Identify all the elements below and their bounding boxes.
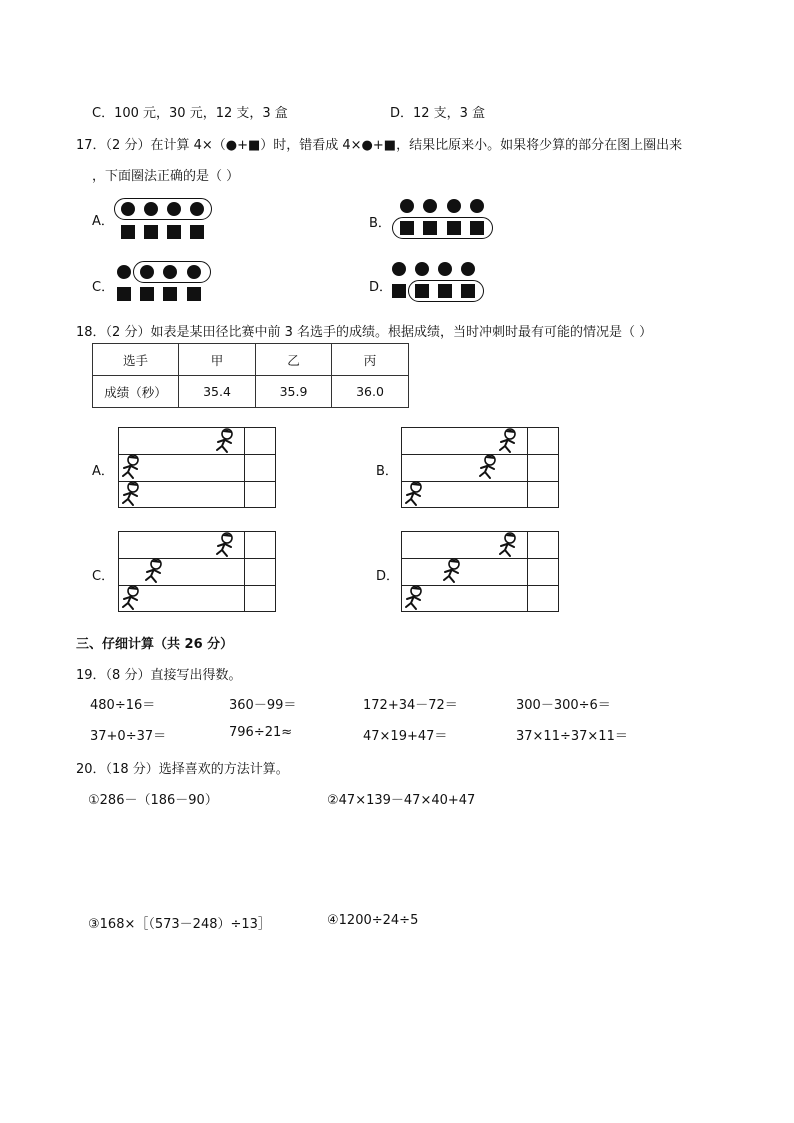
table-cell: 甲 xyxy=(179,344,256,376)
square-shape xyxy=(117,287,131,301)
q18-option-c-track xyxy=(118,531,276,612)
q20-item: ③168×［（573－248）÷13］ xyxy=(88,917,271,932)
q18-option-a-track xyxy=(118,427,276,508)
circle-shape xyxy=(461,262,475,276)
q20-item: ②47×139－47×40+47 xyxy=(327,793,476,808)
runner-icon xyxy=(119,481,143,507)
finish-line xyxy=(527,428,528,507)
square-shape xyxy=(400,221,414,235)
square-shape xyxy=(144,225,158,239)
runner-icon xyxy=(496,532,520,558)
q19-item: 796÷21≈ xyxy=(229,725,293,740)
q20-item: ①286－（186－90） xyxy=(88,793,218,808)
table-cell: 成绩（秒） xyxy=(93,376,179,408)
q18-option-b-track xyxy=(401,427,559,508)
square-shape xyxy=(461,284,475,298)
circle-shape xyxy=(117,265,131,279)
table-cell: 35.4 xyxy=(179,376,256,408)
runner-icon xyxy=(213,532,237,558)
circle-shape xyxy=(392,262,406,276)
runner-icon xyxy=(496,428,520,454)
square-shape xyxy=(392,284,406,298)
square-shape xyxy=(140,287,154,301)
q17-question-line2: ，下面圈法正确的是（ ） xyxy=(92,169,240,184)
results-table xyxy=(92,343,409,408)
q18-option-d-label: D． xyxy=(376,569,400,584)
square-shape xyxy=(438,284,452,298)
finish-line xyxy=(244,428,245,507)
table-cell: 36.0 xyxy=(332,376,409,408)
runner-icon xyxy=(142,558,166,584)
runner-icon xyxy=(402,481,426,507)
q18-question: 18．（2 分）如表是某田径比赛中前 3 名选手的成绩。根据成绩，当时冲刺时最有可能的情况是（ ） xyxy=(76,325,653,340)
circle-shape xyxy=(400,199,414,213)
runner-icon xyxy=(402,585,426,611)
q19-item: 360－99＝ xyxy=(229,698,297,713)
square-shape xyxy=(190,225,204,239)
q17-option-b-label: B． xyxy=(369,216,391,231)
table-cell: 丙 xyxy=(332,344,409,376)
circle-shape xyxy=(415,262,429,276)
circle-shape xyxy=(187,265,201,279)
q18-option-c-label: C． xyxy=(92,569,115,584)
circle-shape xyxy=(144,202,158,216)
finish-line xyxy=(527,532,528,611)
lane-divider xyxy=(402,558,558,559)
square-shape xyxy=(121,225,135,239)
q17-option-d-label: D． xyxy=(369,280,393,295)
circle-shape xyxy=(447,199,461,213)
circle-shape xyxy=(140,265,154,279)
q17-option-c-label: C． xyxy=(92,280,115,295)
q19-item: 480÷16＝ xyxy=(90,698,156,713)
q18-option-a-label: A． xyxy=(92,464,114,479)
runner-icon xyxy=(213,428,237,454)
q19-item: 37×11÷37×11＝ xyxy=(516,729,628,744)
table-cell: 选手 xyxy=(93,344,179,376)
section-title: 三、仔细计算（共 26 分） xyxy=(76,637,234,652)
circle-shape xyxy=(190,202,204,216)
square-shape xyxy=(163,287,177,301)
table-header-row xyxy=(93,344,409,376)
finish-line xyxy=(244,532,245,611)
q19-item: 37+0÷37＝ xyxy=(90,729,167,744)
table-cell: 乙 xyxy=(256,344,332,376)
q18-option-b-label: B． xyxy=(376,464,398,479)
circle-shape xyxy=(438,262,452,276)
q19-item: 47×19+47＝ xyxy=(363,729,448,744)
q19-item: 300－300÷6＝ xyxy=(516,698,611,713)
runner-icon xyxy=(476,454,500,480)
circle-shape xyxy=(423,199,437,213)
circle-shape xyxy=(121,202,135,216)
q20-question: 20．（18 分）选择喜欢的方法计算。 xyxy=(76,762,289,777)
table-cell: 35.9 xyxy=(256,376,332,408)
q16-option-c: C．100 元，30 元，12 支，3 盒 xyxy=(92,106,288,121)
q19-question: 19．（8 分）直接写出得数。 xyxy=(76,668,242,683)
square-shape xyxy=(447,221,461,235)
q17-option-a-label: A． xyxy=(92,214,114,229)
q18-option-d-track xyxy=(401,531,559,612)
square-shape xyxy=(470,221,484,235)
q19-item: 172+34－72＝ xyxy=(363,698,458,713)
q17-question-line1: 17．（2 分）在计算 4×（●+■）时，错看成 4×●+■，结果比原来小。如果将少算的部分在图上圈出来 xyxy=(76,138,683,153)
runner-icon xyxy=(119,585,143,611)
runner-icon xyxy=(440,558,464,584)
circle-shape xyxy=(167,202,181,216)
runner-icon xyxy=(119,454,143,480)
circle-shape xyxy=(470,199,484,213)
circle-shape xyxy=(163,265,177,279)
square-shape xyxy=(423,221,437,235)
q16-option-d: D．12 支，3 盒 xyxy=(390,106,486,121)
square-shape xyxy=(415,284,429,298)
table-row xyxy=(93,376,409,408)
square-shape xyxy=(187,287,201,301)
square-shape xyxy=(167,225,181,239)
q20-item: ④1200÷24÷5 xyxy=(327,913,419,928)
